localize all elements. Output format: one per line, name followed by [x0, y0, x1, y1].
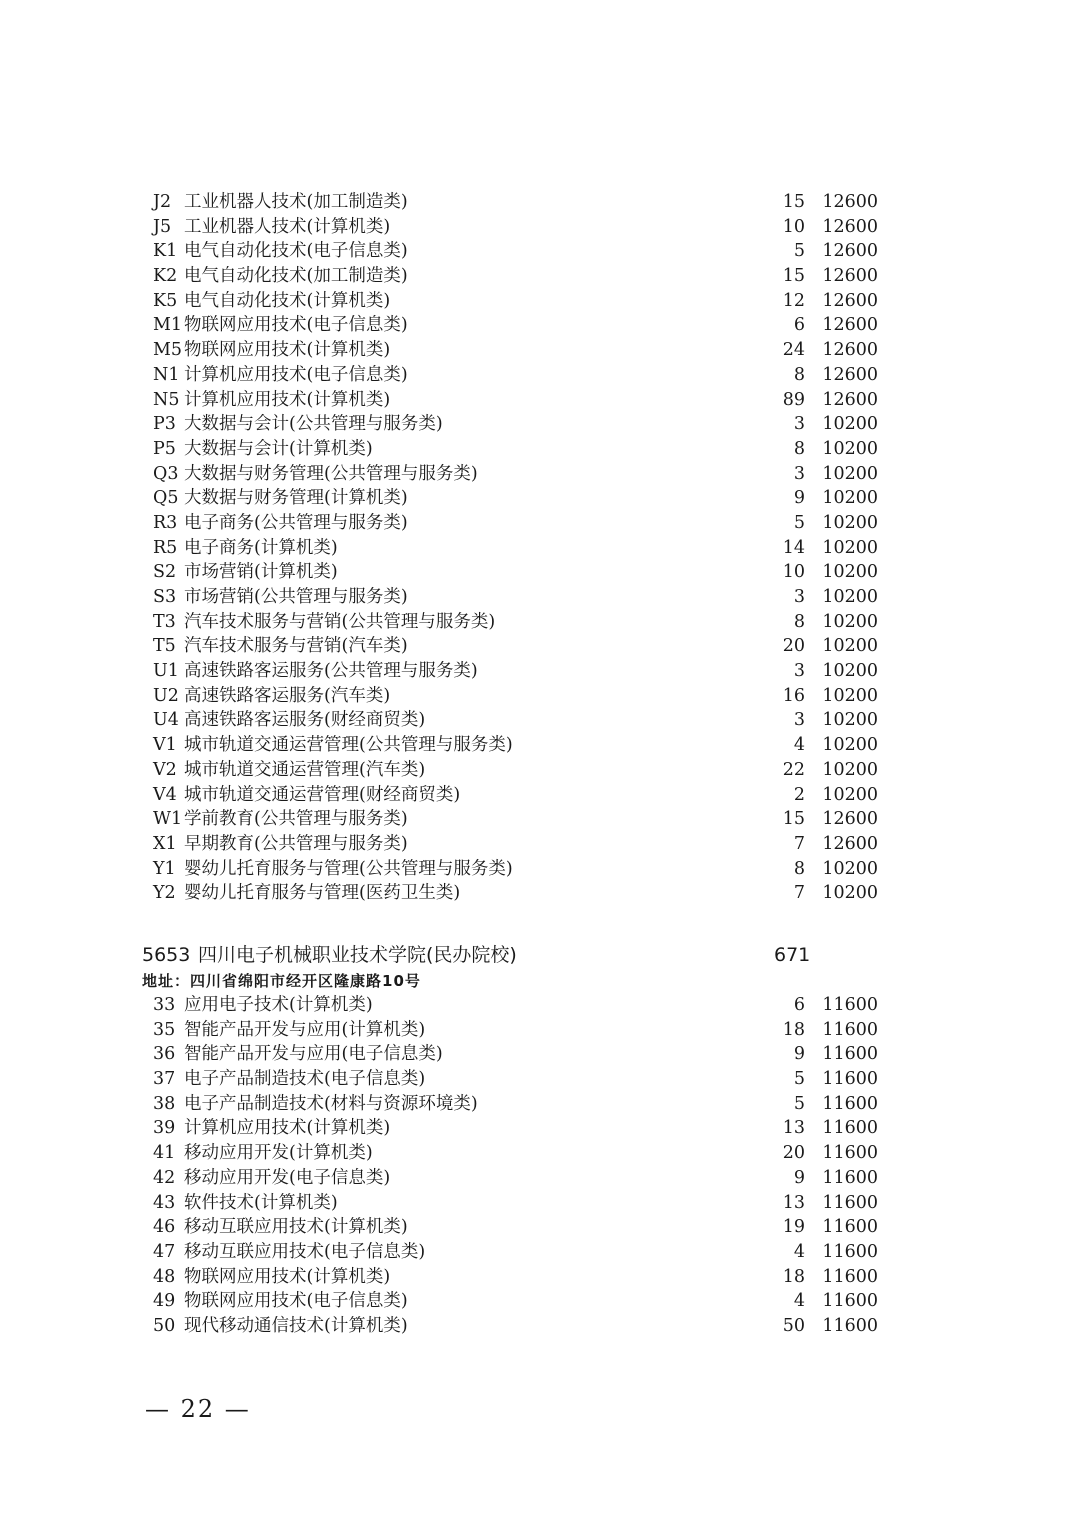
program-name: 婴幼儿托育服务与管理(公共管理与服务类) — [184, 858, 513, 879]
tuition-fee: 12600 — [822, 266, 878, 287]
enrollment-quota: 18 — [782, 1019, 805, 1040]
enrollment-quota: 13 — [782, 1118, 805, 1139]
program-code: N5 — [153, 389, 180, 410]
program-name: 应用电子技术(计算机类) — [184, 995, 373, 1015]
table-row — [148, 437, 908, 462]
table-row — [148, 1215, 908, 1240]
enrollment-quota: 9 — [793, 488, 805, 509]
program-name: 市场营销(计算机类) — [184, 562, 338, 583]
program-code: 48 — [153, 1266, 176, 1287]
program-code: N1 — [153, 364, 180, 385]
tuition-fee: 10200 — [822, 488, 878, 509]
tuition-fee: 10200 — [822, 661, 878, 682]
enrollment-quota: 6 — [793, 995, 805, 1015]
program-name: 大数据与会计(计算机类) — [184, 438, 373, 459]
enrollment-quota: 15 — [782, 809, 805, 830]
tuition-fee: 11600 — [822, 1044, 878, 1065]
table-row — [148, 807, 908, 832]
program-code: 37 — [153, 1069, 176, 1090]
school-name: 四川电子机械职业技术学院(民办院校) — [198, 944, 517, 966]
table-row — [148, 1265, 908, 1290]
program-name: 大数据与财务管理(计算机类) — [184, 488, 408, 509]
program-code: 50 — [153, 1315, 176, 1336]
enrollment-quota: 9 — [793, 1167, 805, 1188]
program-code: R3 — [153, 512, 178, 533]
program-name: 软件技术(计算机类) — [184, 1192, 338, 1213]
program-code: V1 — [153, 735, 177, 756]
program-name: 智能产品开发与应用(电子信息类) — [184, 1044, 443, 1065]
enrollment-quota: 8 — [793, 364, 805, 385]
program-list-school — [148, 993, 908, 1339]
enrollment-quota: 22 — [782, 759, 805, 780]
program-name: 工业机器人技术(计算机类) — [184, 216, 391, 237]
enrollment-quota: 20 — [782, 636, 805, 657]
program-code: 47 — [153, 1241, 176, 1262]
table-row — [148, 511, 908, 536]
enrollment-quota: 15 — [782, 266, 805, 287]
enrollment-quota: 20 — [782, 1143, 805, 1164]
program-name: 移动应用开发(电子信息类) — [184, 1167, 391, 1188]
table-row — [148, 758, 908, 783]
table-row — [148, 1166, 908, 1191]
tuition-fee: 12600 — [822, 809, 878, 830]
program-code: 38 — [153, 1093, 176, 1114]
enrollment-quota: 14 — [782, 537, 805, 558]
tuition-fee: 11600 — [822, 1217, 878, 1238]
enrollment-quota: 3 — [793, 710, 805, 731]
program-code: U1 — [153, 661, 179, 682]
table-row — [148, 1141, 908, 1166]
enrollment-quota: 5 — [793, 241, 805, 262]
program-name: 城市轨道交通运营管理(汽车类) — [184, 759, 426, 780]
table-row — [148, 1240, 908, 1265]
table-row — [148, 388, 908, 413]
tuition-fee: 10200 — [822, 759, 878, 780]
program-code: 49 — [153, 1291, 176, 1312]
enrollment-quota: 8 — [793, 438, 805, 459]
table-row — [148, 190, 908, 215]
program-name: 电气自动化技术(加工制造类) — [184, 266, 408, 287]
program-name: 移动应用开发(计算机类) — [184, 1143, 373, 1164]
program-code: S2 — [153, 562, 177, 583]
program-code: P5 — [153, 438, 176, 459]
enrollment-quota: 3 — [793, 463, 805, 484]
tuition-fee: 10200 — [822, 636, 878, 657]
enrollment-quota: 10 — [782, 562, 805, 583]
tuition-fee: 12600 — [822, 364, 878, 385]
enrollment-quota: 15 — [782, 192, 805, 212]
tuition-fee: 11600 — [822, 1093, 878, 1114]
tuition-fee: 10200 — [822, 611, 878, 632]
program-name: 计算机应用技术(计算机类) — [184, 1118, 391, 1139]
program-name: 电子产品制造技术(材料与资源环境类) — [184, 1093, 478, 1114]
program-name: 学前教育(公共管理与服务类) — [184, 809, 408, 830]
enrollment-quota: 3 — [793, 414, 805, 435]
program-name: 计算机应用技术(电子信息类) — [184, 364, 408, 385]
program-name: 高速铁路客运服务(公共管理与服务类) — [184, 661, 478, 682]
program-name: 现代移动通信技术(计算机类) — [184, 1315, 408, 1336]
tuition-fee: 10200 — [822, 562, 878, 583]
school-header — [142, 940, 902, 970]
table-row — [148, 634, 908, 659]
tuition-fee: 10200 — [822, 735, 878, 756]
tuition-fee: 12600 — [822, 389, 878, 410]
program-code: 39 — [153, 1118, 176, 1139]
program-code: S3 — [153, 587, 177, 607]
enrollment-quota: 7 — [793, 833, 805, 854]
enrollment-quota: 5 — [793, 512, 805, 533]
program-name: 移动互联应用技术(电子信息类) — [184, 1241, 426, 1262]
table-row — [148, 313, 908, 338]
program-code: 43 — [153, 1192, 176, 1213]
tuition-fee: 10200 — [822, 858, 878, 879]
enrollment-quota: 5 — [793, 1069, 805, 1090]
enrollment-quota: 9 — [793, 1044, 805, 1065]
program-name: 电子商务(公共管理与服务类) — [184, 512, 408, 533]
program-name: 汽车技术服务与营销(汽车类) — [184, 636, 408, 657]
tuition-fee: 11600 — [822, 1019, 878, 1040]
enrollment-quota: 4 — [793, 1291, 805, 1312]
tuition-fee: 11600 — [822, 1315, 878, 1336]
program-name: 大数据与财务管理(公共管理与服务类) — [184, 463, 478, 484]
program-name: 电子产品制造技术(电子信息类) — [184, 1069, 426, 1090]
program-code: Y1 — [153, 858, 176, 879]
program-code: U4 — [153, 710, 179, 731]
program-name: 大数据与会计(公共管理与服务类) — [184, 414, 443, 435]
table-row — [148, 1289, 908, 1314]
table-row — [148, 659, 908, 684]
program-code: T3 — [153, 611, 176, 632]
table-row — [148, 1018, 908, 1043]
program-name: 城市轨道交通运营管理(公共管理与服务类) — [184, 735, 513, 756]
enrollment-quota: 12 — [782, 290, 805, 311]
tuition-fee: 10200 — [822, 537, 878, 558]
table-row — [148, 1314, 908, 1339]
table-row — [148, 338, 908, 363]
table-row — [148, 857, 908, 882]
tuition-fee: 10200 — [822, 587, 878, 607]
enrollment-quota: 89 — [782, 389, 805, 410]
program-code: 33 — [153, 995, 176, 1015]
program-code: T5 — [153, 636, 176, 657]
table-row — [148, 264, 908, 289]
tuition-fee: 12600 — [822, 315, 878, 336]
tuition-fee: 11600 — [822, 995, 878, 1015]
program-code: J2 — [153, 192, 172, 212]
enrollment-quota: 16 — [782, 685, 805, 706]
program-list-continued — [148, 190, 908, 906]
tuition-fee: 12600 — [822, 192, 878, 212]
enrollment-quota: 6 — [793, 315, 805, 336]
enrollment-quota: 50 — [782, 1315, 805, 1336]
program-code: 46 — [153, 1217, 176, 1238]
school-address: 地址：四川省绵阳市经开区隆康路10号 — [142, 972, 421, 990]
program-name: 智能产品开发与应用(计算机类) — [184, 1019, 426, 1040]
program-code: 36 — [153, 1044, 176, 1065]
program-name: 电气自动化技术(电子信息类) — [184, 241, 408, 262]
table-row — [148, 289, 908, 314]
table-row — [148, 1092, 908, 1117]
tuition-fee: 12600 — [822, 290, 878, 311]
program-code: W1 — [153, 809, 183, 830]
tuition-fee: 11600 — [822, 1291, 878, 1312]
program-code: Q5 — [153, 488, 179, 509]
enrollment-quota: 8 — [793, 858, 805, 879]
enrollment-quota: 10 — [782, 216, 805, 237]
tuition-fee: 12600 — [822, 216, 878, 237]
enrollment-quota: 4 — [793, 735, 805, 756]
enrollment-quota: 8 — [793, 611, 805, 632]
enrollment-quota: 19 — [782, 1217, 805, 1238]
tuition-fee: 10200 — [822, 463, 878, 484]
program-code: 42 — [153, 1167, 176, 1188]
program-name: 电子商务(计算机类) — [184, 537, 338, 558]
tuition-fee: 10200 — [822, 883, 878, 904]
table-row — [148, 1191, 908, 1216]
program-name: 移动互联应用技术(计算机类) — [184, 1217, 408, 1238]
table-row — [148, 1067, 908, 1092]
table-row — [148, 536, 908, 561]
page-number: — 22 — — [145, 1395, 251, 1423]
tuition-fee: 10200 — [822, 414, 878, 435]
program-name: 物联网应用技术(电子信息类) — [184, 315, 408, 336]
table-row — [148, 239, 908, 264]
program-name: 高速铁路客运服务(汽车类) — [184, 685, 391, 706]
program-code: 41 — [153, 1143, 176, 1164]
table-row — [148, 363, 908, 388]
table-row — [148, 560, 908, 585]
tuition-fee: 12600 — [822, 833, 878, 854]
program-code: V4 — [153, 784, 177, 805]
table-row — [148, 684, 908, 709]
table-row — [148, 1116, 908, 1141]
program-name: 市场营销(公共管理与服务类) — [184, 587, 408, 607]
enrollment-quota: 2 — [793, 784, 805, 805]
enrollment-quota: 24 — [782, 340, 805, 361]
table-row — [148, 585, 908, 610]
program-code: K2 — [153, 266, 178, 287]
enrollment-quota: 5 — [793, 1093, 805, 1114]
tuition-fee: 12600 — [822, 340, 878, 361]
program-name: 早期教育(公共管理与服务类) — [184, 833, 408, 854]
program-code: U2 — [153, 685, 179, 706]
program-name: 城市轨道交通运营管理(财经商贸类) — [184, 784, 461, 805]
tuition-fee: 11600 — [822, 1069, 878, 1090]
program-code: Y2 — [153, 883, 176, 904]
table-row — [148, 832, 908, 857]
table-row — [148, 783, 908, 808]
tuition-fee: 10200 — [822, 685, 878, 706]
program-name: 物联网应用技术(计算机类) — [184, 1266, 391, 1287]
enrollment-quota: 3 — [793, 587, 805, 607]
table-row — [148, 881, 908, 906]
school-total-quota: 671 — [774, 944, 811, 966]
program-name: 婴幼儿托育服务与管理(医药卫生类) — [184, 883, 461, 904]
enrollment-quota: 7 — [793, 883, 805, 904]
program-name: 汽车技术服务与营销(公共管理与服务类) — [184, 611, 496, 632]
enrollment-quota: 3 — [793, 661, 805, 682]
enrollment-quota: 13 — [782, 1192, 805, 1213]
table-row — [148, 610, 908, 635]
enrollment-quota: 4 — [793, 1241, 805, 1262]
table-row — [148, 1042, 908, 1067]
table-row — [148, 993, 908, 1018]
table-row — [148, 412, 908, 437]
tuition-fee: 11600 — [822, 1167, 878, 1188]
enrollment-quota: 18 — [782, 1266, 805, 1287]
table-row — [148, 215, 908, 240]
program-name: 高速铁路客运服务(财经商贸类) — [184, 710, 426, 731]
program-code: J5 — [153, 216, 172, 237]
program-code: M5 — [153, 340, 183, 361]
tuition-fee: 11600 — [822, 1241, 878, 1262]
program-code: V2 — [153, 759, 177, 780]
table-row — [148, 708, 908, 733]
program-code: P3 — [153, 414, 176, 435]
program-code: X1 — [153, 833, 177, 854]
tuition-fee: 11600 — [822, 1192, 878, 1213]
tuition-fee: 10200 — [822, 512, 878, 533]
tuition-fee: 10200 — [822, 438, 878, 459]
program-name: 工业机器人技术(加工制造类) — [184, 192, 408, 212]
program-code: R5 — [153, 537, 178, 558]
program-code: Q3 — [153, 463, 179, 484]
program-name: 计算机应用技术(计算机类) — [184, 389, 391, 410]
tuition-fee: 11600 — [822, 1266, 878, 1287]
tuition-fee: 12600 — [822, 241, 878, 262]
table-row — [148, 733, 908, 758]
program-code: 35 — [153, 1019, 176, 1040]
tuition-fee: 10200 — [822, 784, 878, 805]
table-row — [148, 462, 908, 487]
tuition-fee: 11600 — [822, 1118, 878, 1139]
tuition-fee: 10200 — [822, 710, 878, 731]
program-code: K1 — [153, 241, 178, 262]
program-code: M1 — [153, 315, 183, 336]
tuition-fee: 11600 — [822, 1143, 878, 1164]
school-code: 5653 — [142, 944, 191, 966]
program-name: 电气自动化技术(计算机类) — [184, 290, 391, 311]
program-name: 物联网应用技术(计算机类) — [184, 340, 391, 361]
program-name: 物联网应用技术(电子信息类) — [184, 1291, 408, 1312]
table-row — [148, 486, 908, 511]
program-code: K5 — [153, 290, 178, 311]
